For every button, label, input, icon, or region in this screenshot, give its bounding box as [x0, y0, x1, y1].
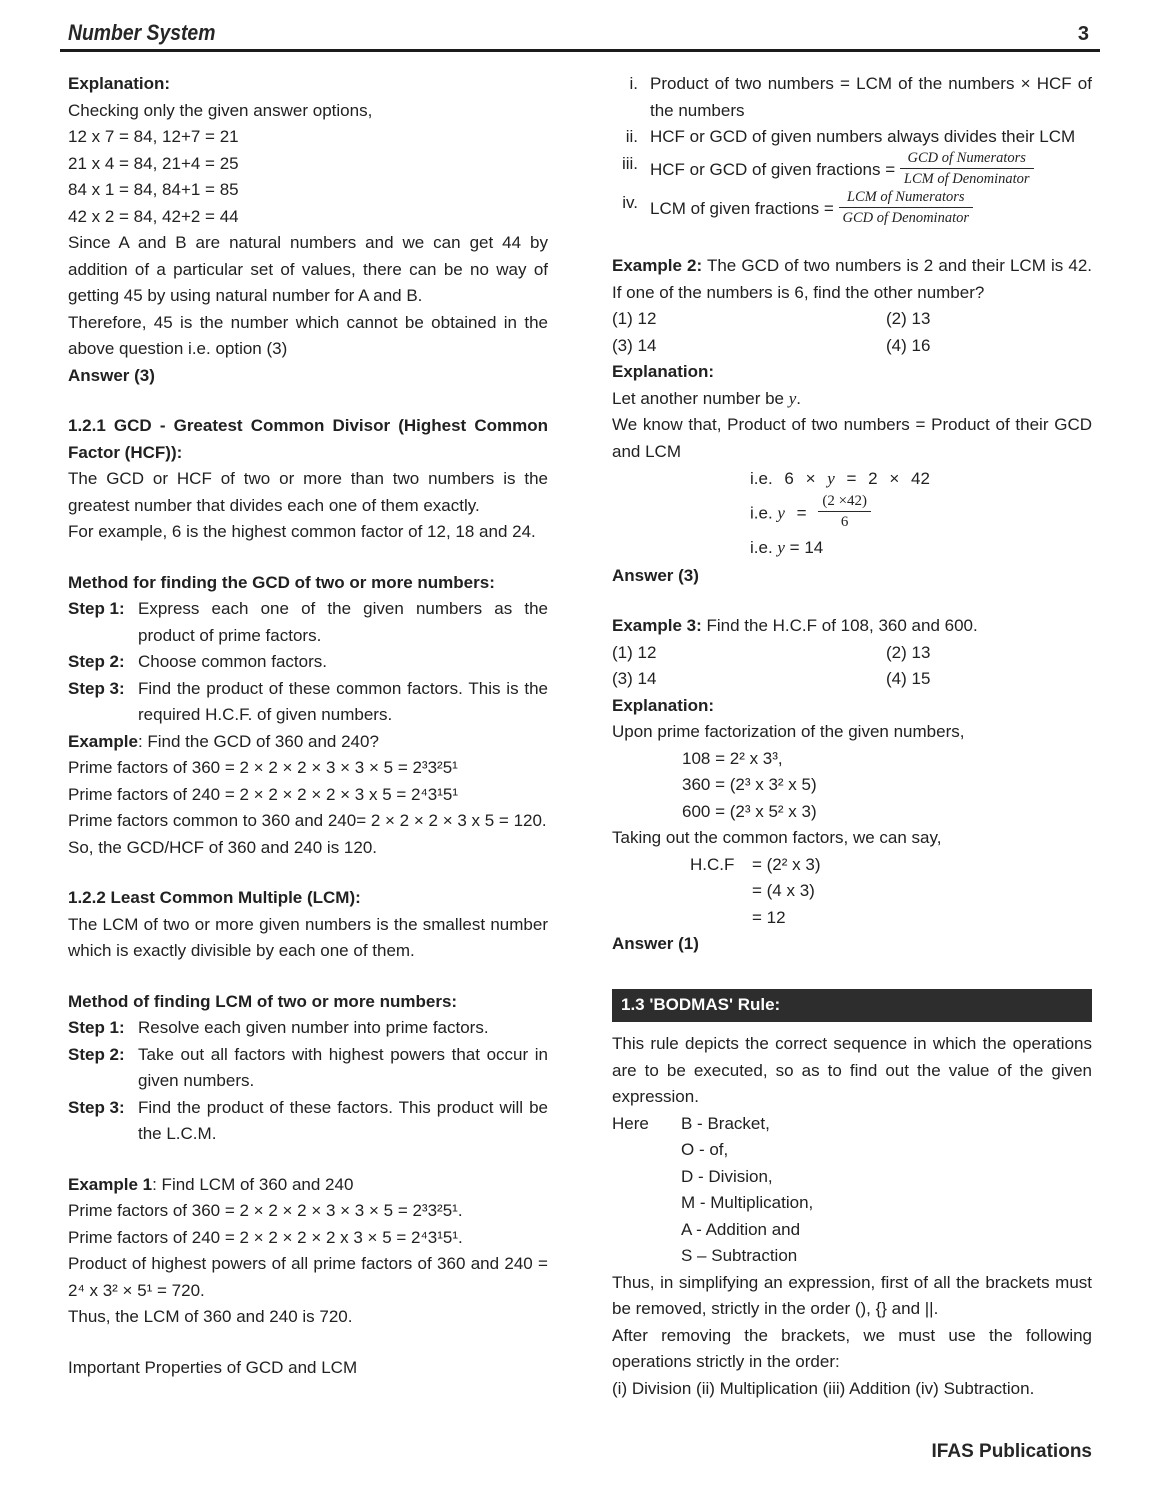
step-text: Take out all factors with highest powers that occur in given numbers.: [138, 1044, 548, 1090]
equation: i.e. y = 14: [750, 538, 824, 557]
lcm-step: [68, 1042, 548, 1095]
equation: i.e. 6 × y = 2 × 42: [750, 469, 930, 488]
option: (2) 13: [886, 642, 931, 662]
work-line: Prime factors of 360 = 2 × 2 × 2 × 3 × 3 × 5 = 2³3²5¹.: [68, 1201, 463, 1220]
section-heading-gcd: 1.2.1 GCD - Greatest Common Divisor (Highest Common Factor (HCF)):: [68, 416, 548, 462]
fraction: [839, 188, 973, 227]
step-label: Step 3:: [68, 678, 125, 698]
example-label: Example 1: [68, 1174, 153, 1194]
math-variable: y: [827, 469, 835, 488]
gcd-step: [68, 649, 548, 676]
option: (2) 13: [886, 309, 931, 328]
step-label: Step 1:: [68, 1018, 125, 1037]
fraction-numerator: GCD of Numerators: [907, 149, 1026, 166]
gcd-definition: The GCD or HCF of two or more than two numbers is the greatest number that divides each one of them exactly.: [68, 469, 548, 515]
option-check-line: 42 x 2 = 84, 42+2 = 44: [68, 206, 239, 226]
property-text: LCM of given fractions = $\frac{\text{LCM of Numerators}}{\text{GCD of Denominator}}$: [650, 190, 1092, 229]
factor-line: 360 = (2³ x 3² x 5): [682, 775, 817, 794]
answer-line: Answer (3): [68, 365, 155, 385]
example-question: The GCD of two numbers is 2 and their LCM is 42. If one of the numbers is 6, find the other number?: [612, 256, 1092, 302]
step-label: Step 1:: [68, 599, 125, 618]
lcm-step: [68, 1095, 548, 1148]
bodmas-item: O - of,: [681, 1140, 729, 1159]
spacer: [68, 389, 548, 413]
fraction-denominator: LCM of Denominator: [900, 168, 1034, 188]
know-line: We know that, Product of two numbers = Product of their GCD and LCM: [612, 415, 1092, 461]
check-line: Checking only the given answer options,: [68, 100, 373, 120]
property-item: [612, 71, 1092, 124]
example2-title: [612, 253, 1092, 306]
example2-options: [612, 306, 1092, 359]
work-line: Thus, the LCM of 360 and 240 is 720.: [68, 1307, 353, 1326]
lcm-step: [68, 1015, 548, 1042]
factor-line: 600 = (2³ x 5² x 3): [682, 801, 817, 821]
option: (3) 14: [612, 335, 657, 355]
step-text: Resolve each given number into prime factors.: [138, 1018, 489, 1037]
explanation-heading: Explanation:: [68, 74, 171, 93]
step-label: Step 3:: [68, 1097, 125, 1117]
property-text: HCF or GCD of given numbers always divides their LCM: [650, 127, 1076, 146]
publisher-footer: IFAS Publications: [931, 1441, 1092, 1462]
gcd-example-title: [68, 729, 548, 756]
hcf-step: = 12: [752, 907, 786, 927]
property-item: [612, 190, 1092, 229]
work-line: Product of highest powers of all prime factors of 360 and 240 = 2⁴ x 3² × 5¹ = 720.: [68, 1254, 548, 1300]
bodmas-item: B - Bracket,: [681, 1113, 770, 1133]
spacer: [612, 958, 1092, 982]
bodmas-item: S – Subtraction: [681, 1246, 798, 1265]
content-columns: [68, 71, 1092, 1402]
bodmas-item: D - Division,: [681, 1166, 773, 1186]
option: (4) 15: [886, 669, 931, 688]
option: (1) 12: [612, 309, 657, 328]
bodmas-intro: This rule depicts the correct sequence in which the operations are to be executed, so as to find out the value of the given expression.: [612, 1034, 1092, 1106]
bodmas-item: M - Multiplication,: [681, 1193, 814, 1212]
step-text: Choose common factors.: [138, 652, 327, 671]
property-text: Product of two numbers = LCM of the numbers × HCF of the numbers: [650, 74, 1092, 120]
gcd-method-heading: Method for finding the GCD of two or more numbers:: [68, 572, 495, 592]
property-item: [612, 151, 1092, 190]
section-heading-lcm: 1.2.2 Least Common Multiple (LCM):: [68, 888, 361, 907]
property-numeral: ii.: [625, 127, 638, 146]
common-factors-line: Taking out the common factors, we can say,: [612, 828, 942, 847]
step-label: Step 2:: [68, 1044, 125, 1064]
example-label: Example: [68, 731, 138, 751]
example-question: Find the H.C.F of 108, 360 and 600.: [701, 616, 978, 635]
work-line: Prime factors of 240 = 2 × 2 × 2 × 2 x 3 × 5 = 2⁴3¹5¹.: [68, 1227, 463, 1247]
step-text: Find the product of these common factors. This is the required H.C.F. of given numbers.: [138, 678, 548, 724]
spacer: [612, 229, 1092, 253]
example3-title: [612, 613, 1092, 640]
gcd-step: [68, 596, 548, 649]
example-label: Example 2:: [612, 256, 703, 275]
fraction-denominator: 6: [818, 511, 871, 532]
example-label: Example 3:: [612, 616, 702, 635]
explanation-heading: Explanation:: [612, 695, 715, 715]
fraction-numerator: LCM of Numerators: [846, 188, 965, 205]
fraction-numerator: (2 ×42): [822, 492, 868, 509]
option: (4) 16: [886, 335, 931, 355]
gcd-example-note: For example, 6 is the highest common factor of 12, 18 and 24.: [68, 522, 536, 541]
explanation-paragraph: Therefore, 45 is the number which cannot be obtained in the above question i.e. option (3): [68, 312, 548, 358]
work-line: Prime factors of 240 = 2 × 2 × 2 × 2 × 3 x 5 = 2⁴3¹5¹: [68, 784, 459, 804]
property-item: [612, 124, 1092, 151]
answer-line: Answer (1): [612, 934, 699, 953]
math-variable: y: [777, 503, 785, 523]
spacer: [68, 546, 548, 570]
example3-options: [612, 640, 1092, 693]
step-text: Express each one of the given numbers as the product of prime factors.: [138, 599, 548, 645]
hcf-step: = (4 x 3): [752, 881, 815, 900]
left-column: [68, 71, 548, 1402]
spacer: [68, 861, 548, 885]
explanation-paragraph: Since A and B are natural numbers and we can get 44 by addition of a particular set of values, there can be no way of getting 45 by using natural number for A and B.: [68, 233, 548, 305]
spacer: [68, 965, 548, 989]
spacer: [68, 1331, 548, 1355]
fraction: [900, 149, 1034, 188]
property-text: HCF or GCD of given fractions = $\frac{\text{GCD of Numerators}}{\text{LCM of Denominator}}$: [650, 151, 1092, 190]
spacer: [68, 1148, 548, 1172]
example-question: : Find the GCD of 360 and 240?: [137, 731, 379, 751]
math-variable: y: [777, 538, 785, 557]
chapter-title: Number System: [68, 20, 216, 45]
fraction-denominator: GCD of Denominator: [839, 207, 973, 227]
hcf-block: [690, 852, 1092, 932]
bodmas-paragraph: After removing the brackets, we must use the following operations strictly in the order:: [612, 1325, 1092, 1371]
spacer: [612, 589, 1092, 613]
page-number: 3: [1077, 23, 1089, 45]
step-text: Find the product of these factors. This product will be the L.C.M.: [138, 1097, 548, 1143]
explanation-heading: Explanation:: [612, 362, 715, 381]
lcm-definition: The LCM of two or more given numbers is the smallest number which is exactly divisible by each one of them.: [68, 914, 548, 960]
property-numeral: iii.: [621, 153, 638, 173]
important-properties-line: Important Properties of GCD and LCM: [68, 1357, 358, 1377]
work-line: Prime factors common to 360 and 240= 2 × 2 × 2 × 3 x 5 = 120.: [68, 811, 547, 830]
bodmas-order-line: (i) Division (ii) Multiplication (iii) Addition (iv) Subtraction.: [612, 1378, 1035, 1398]
equation-block: [750, 466, 1092, 562]
example-question: : Find LCM of 360 and 240: [152, 1174, 354, 1194]
bodmas-section-banner: 1.3 'BODMAS' Rule:: [612, 989, 1092, 1023]
gcd-step: [68, 676, 548, 729]
bodmas-here-row: [612, 1111, 1092, 1138]
right-column: [612, 71, 1092, 1402]
equation: i.e. y = $\frac{(2 \times 42)}{6}$: [750, 494, 1092, 535]
work-line: So, the GCD/HCF of 360 and 240 is 120.: [68, 837, 378, 857]
fraction: [818, 492, 871, 533]
step-label: Step 2:: [68, 652, 125, 671]
math-variable: y: [788, 388, 797, 408]
bodmas-item: A - Addition and: [681, 1219, 801, 1239]
factor-line: 108 = 2² x 3³,: [682, 748, 783, 768]
lcm-method-heading: Method of finding LCM of two or more numbers:: [68, 991, 458, 1011]
work-line: Prime factors of 360 = 2 × 2 × 2 × 3 × 3 × 5 = 2³3²5¹: [68, 758, 458, 777]
hcf-steps: [752, 852, 821, 932]
property-numeral: iv.: [622, 192, 638, 212]
option-check-line: 84 x 1 = 84, 84+1 = 85: [68, 180, 239, 199]
header-rule: [60, 49, 1100, 52]
hcf-step: = (2² x 3): [752, 854, 821, 874]
factorization-intro: Upon prime factorization of the given numbers,: [612, 722, 965, 741]
here-label: Here: [612, 1113, 649, 1133]
let-line: Let another number be y.: [612, 388, 802, 408]
option-check-line: 21 x 4 = 84, 21+4 = 25: [68, 153, 239, 173]
property-numeral: i.: [629, 74, 638, 93]
bodmas-paragraph: Thus, in simplifying an expression, first of all the brackets must be removed, strictly in the order (), {} and ||.: [612, 1272, 1092, 1318]
option: (1) 12: [612, 642, 657, 662]
page-header: [68, 20, 1089, 46]
example1-title: [68, 1172, 548, 1199]
option: (3) 14: [612, 669, 657, 688]
hcf-label: H.C.F: [690, 854, 735, 874]
option-check-line: 12 x 7 = 84, 12+7 = 21: [68, 127, 239, 146]
answer-line: Answer (3): [612, 565, 699, 585]
